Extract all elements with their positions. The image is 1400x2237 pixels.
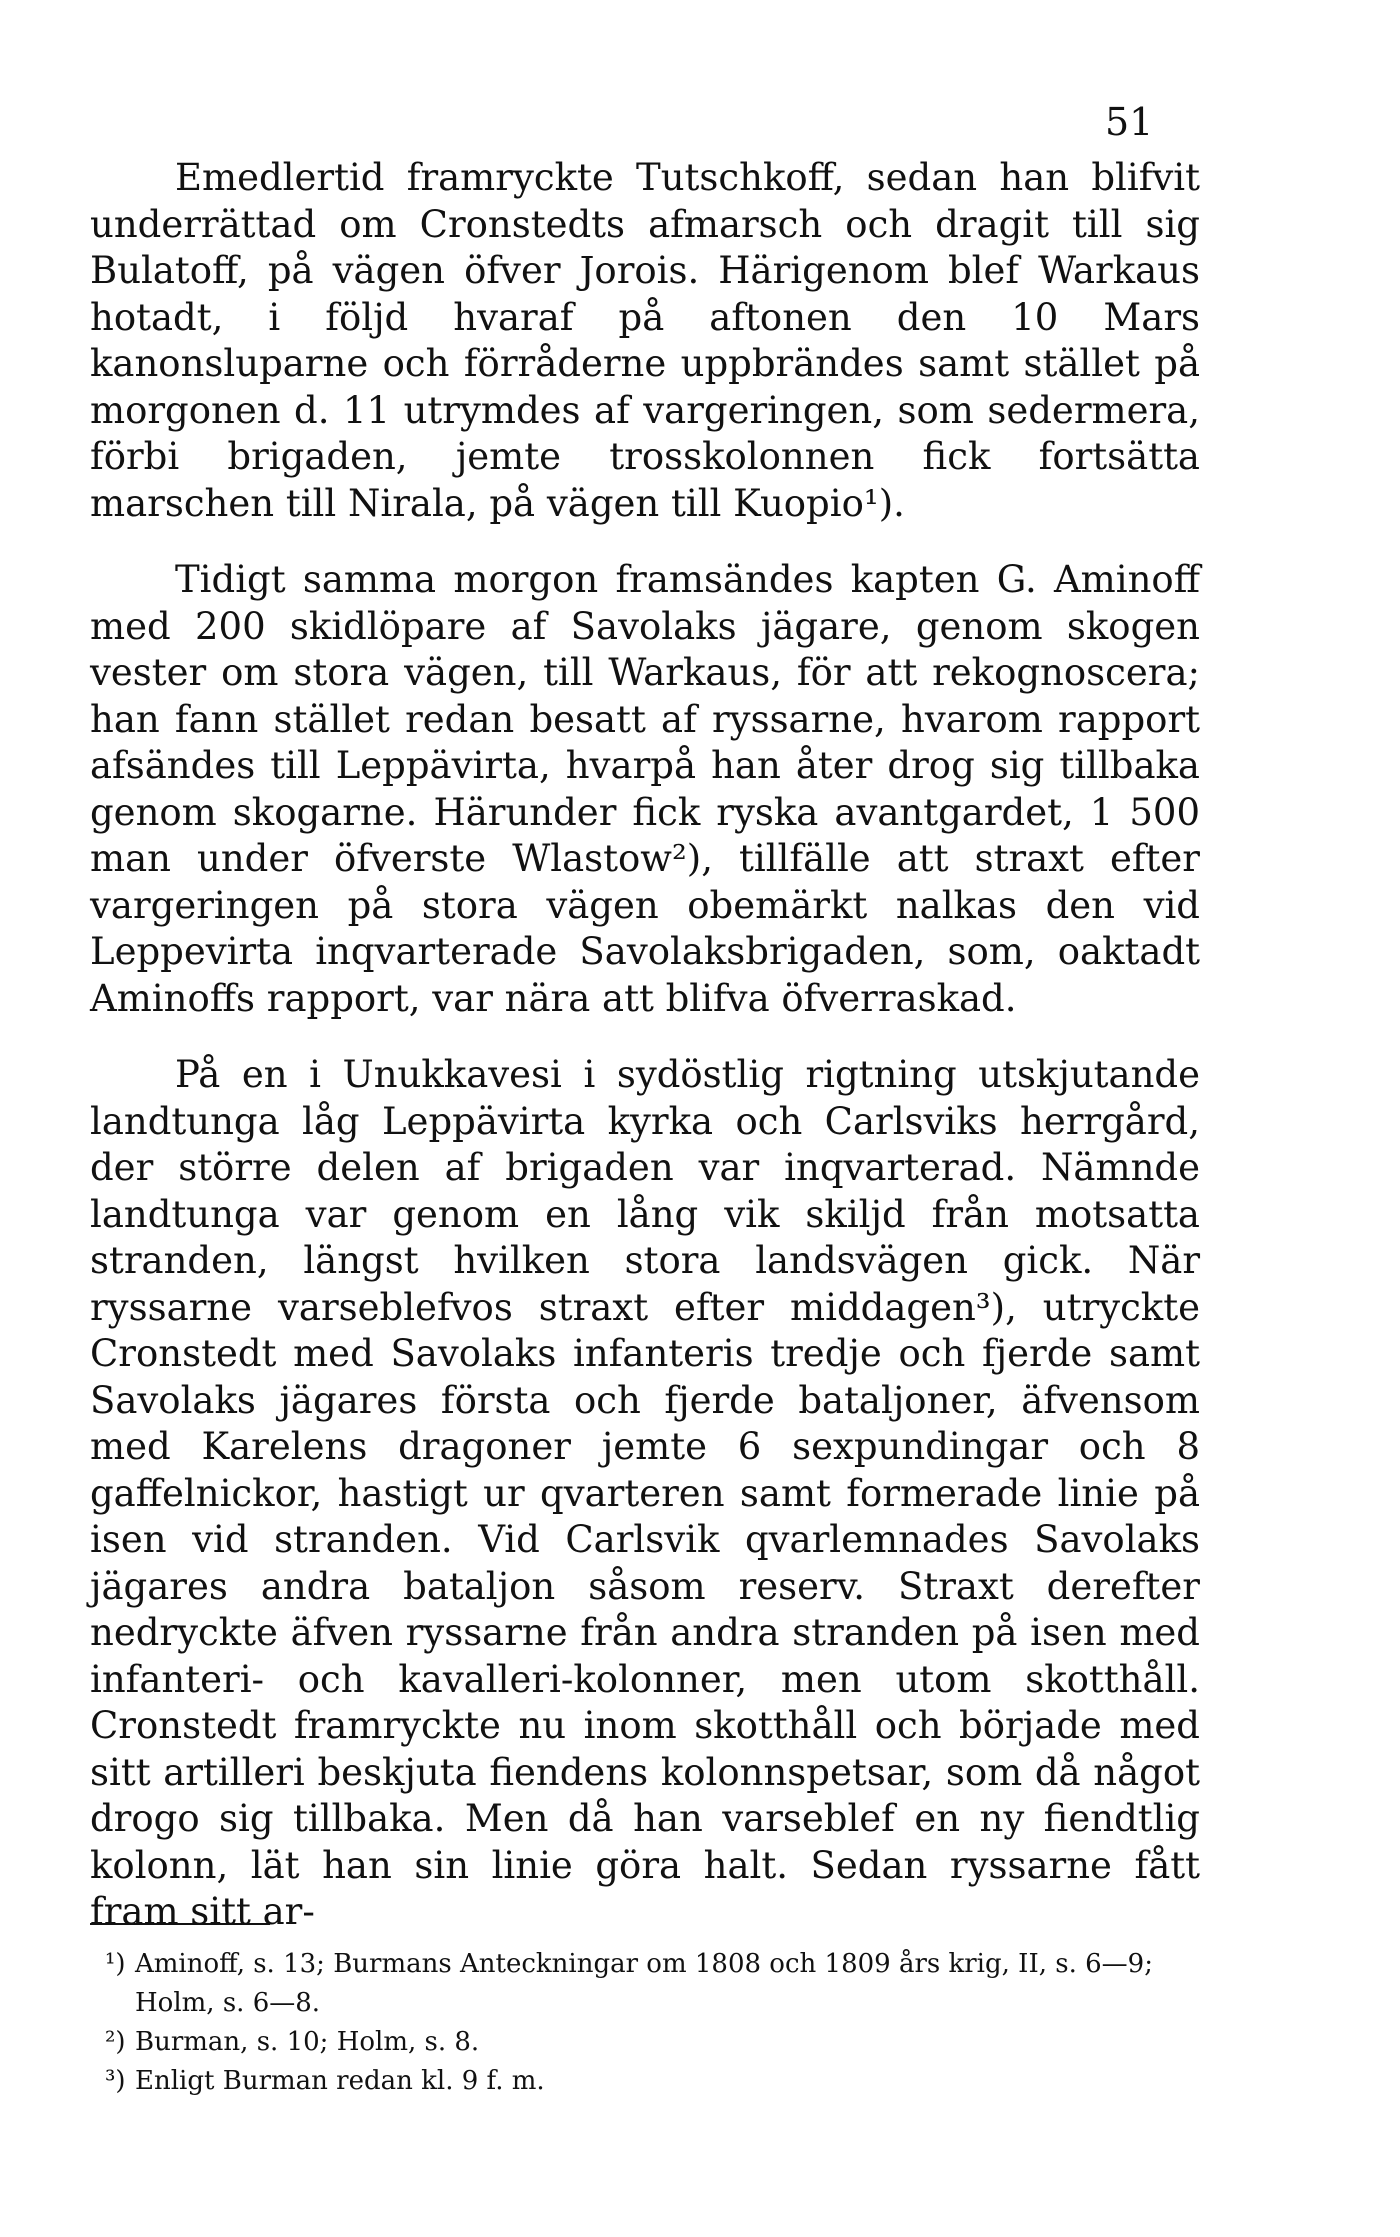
footnote-3-text: Enligt Burman redan kl. 9 f. m. (135, 2066, 545, 2096)
paragraph-2: Tidigt samma morgon framsändes kapten G. Aminoff med 200 skidlöpare af Savolaks jägare, genom skogen vester om stora vägen, till Warkaus, för att rekognoscera; han fann stället redan besatt af ryssarne, hvarom rapport afsändes till Leppävirta, hvarpå han åter drog sig tillbaka genom skogarne. Härunder fick ryska avantgardet, 1 500 man under öfverste Wlastow²), tillfälle att straxt efter vargeringen på stora vägen obemärkt nalkas den vid Leppevirta inqvarterade Savolaksbrigaden, som, oaktadt Aminoffs rapport, var nära att blifva öfverraskad. (90, 558, 1200, 1020)
paragraph-1: Emedlertid framryckte Tutschkoff, sedan han blifvit underrättad om Cronstedts afmarsch och dragit till sig Bulatoff, på vägen öfver Jorois. Härigenom blef Warkaus hotadt, i följd hvaraf på aftonen den 10 Mars kanonsluparne och förråderne uppbrändes samt stället på morgonen d. 11 utrymdes af vargeringen, som sedermera, förbi brigaden, jemte trosskolonnen fick fortsätta marschen till Nirala, på vägen till Kuopio¹). (90, 156, 1200, 525)
footnote-3 (90, 2062, 1200, 2101)
paragraph-3: På en i Unukkavesi i sydöstlig rigtning utskjutande landtunga låg Leppävirta kyrka och Carlsviks herrgård, der större delen af brigaden var inqvarterad. Nämnde landtunga var genom en lång vik skiljd från motsatta stranden, längst hvilken stora landsvägen gick. När ryssarne varseblefvos straxt efter middagen³), utryckte Cronstedt med Savolaks infanteris tredje och fjerde samt Savolaks jägares första och fjerde bataljoner, äfvensom med Karelens dragoner jemte 6 sexpundingar och 8 gaffelnickor, hastigt ur qvarteren samt formerade linie på isen vid stranden. Vid Carlsvik qvarlemnades Savolaks jägares andra bataljon såsom reserv. Straxt derefter nedryckte äfven ryssarne från andra stranden på isen med infanteri- och kavalleri-kolonner, men utom skotthåll. Cronstedt framryckte nu inom skotthåll och började med sitt artilleri beskjuta fiendens kolonnspetsar, som då något drogo sig tillbaka. Men då han varseblef en ny fiendtlig kolonn, lät han sin linie göra halt. Sedan ryssarne fått fram sitt ar- (90, 1053, 1200, 1933)
footnote-1-mark: ¹) (105, 1949, 126, 1979)
footnote-1 (90, 1945, 1200, 2023)
footnote-1-text: Aminoff, s. 13; Burmans Anteckningar om 1808 och 1809 års krig, II, s. 6—9; Holm, s. 6—8. (135, 1949, 1153, 2018)
footnote-2 (90, 2023, 1200, 2062)
body-text (90, 155, 1200, 1936)
footnote-2-mark: ²) (105, 2027, 126, 2057)
footnotes (90, 1945, 1200, 2101)
footnote-2-text: Burman, s. 10; Holm, s. 8. (135, 2027, 480, 2057)
footnote-divider (90, 1923, 270, 1925)
page-number: 51 (1105, 100, 1154, 144)
footnote-3-mark: ³) (105, 2066, 126, 2096)
